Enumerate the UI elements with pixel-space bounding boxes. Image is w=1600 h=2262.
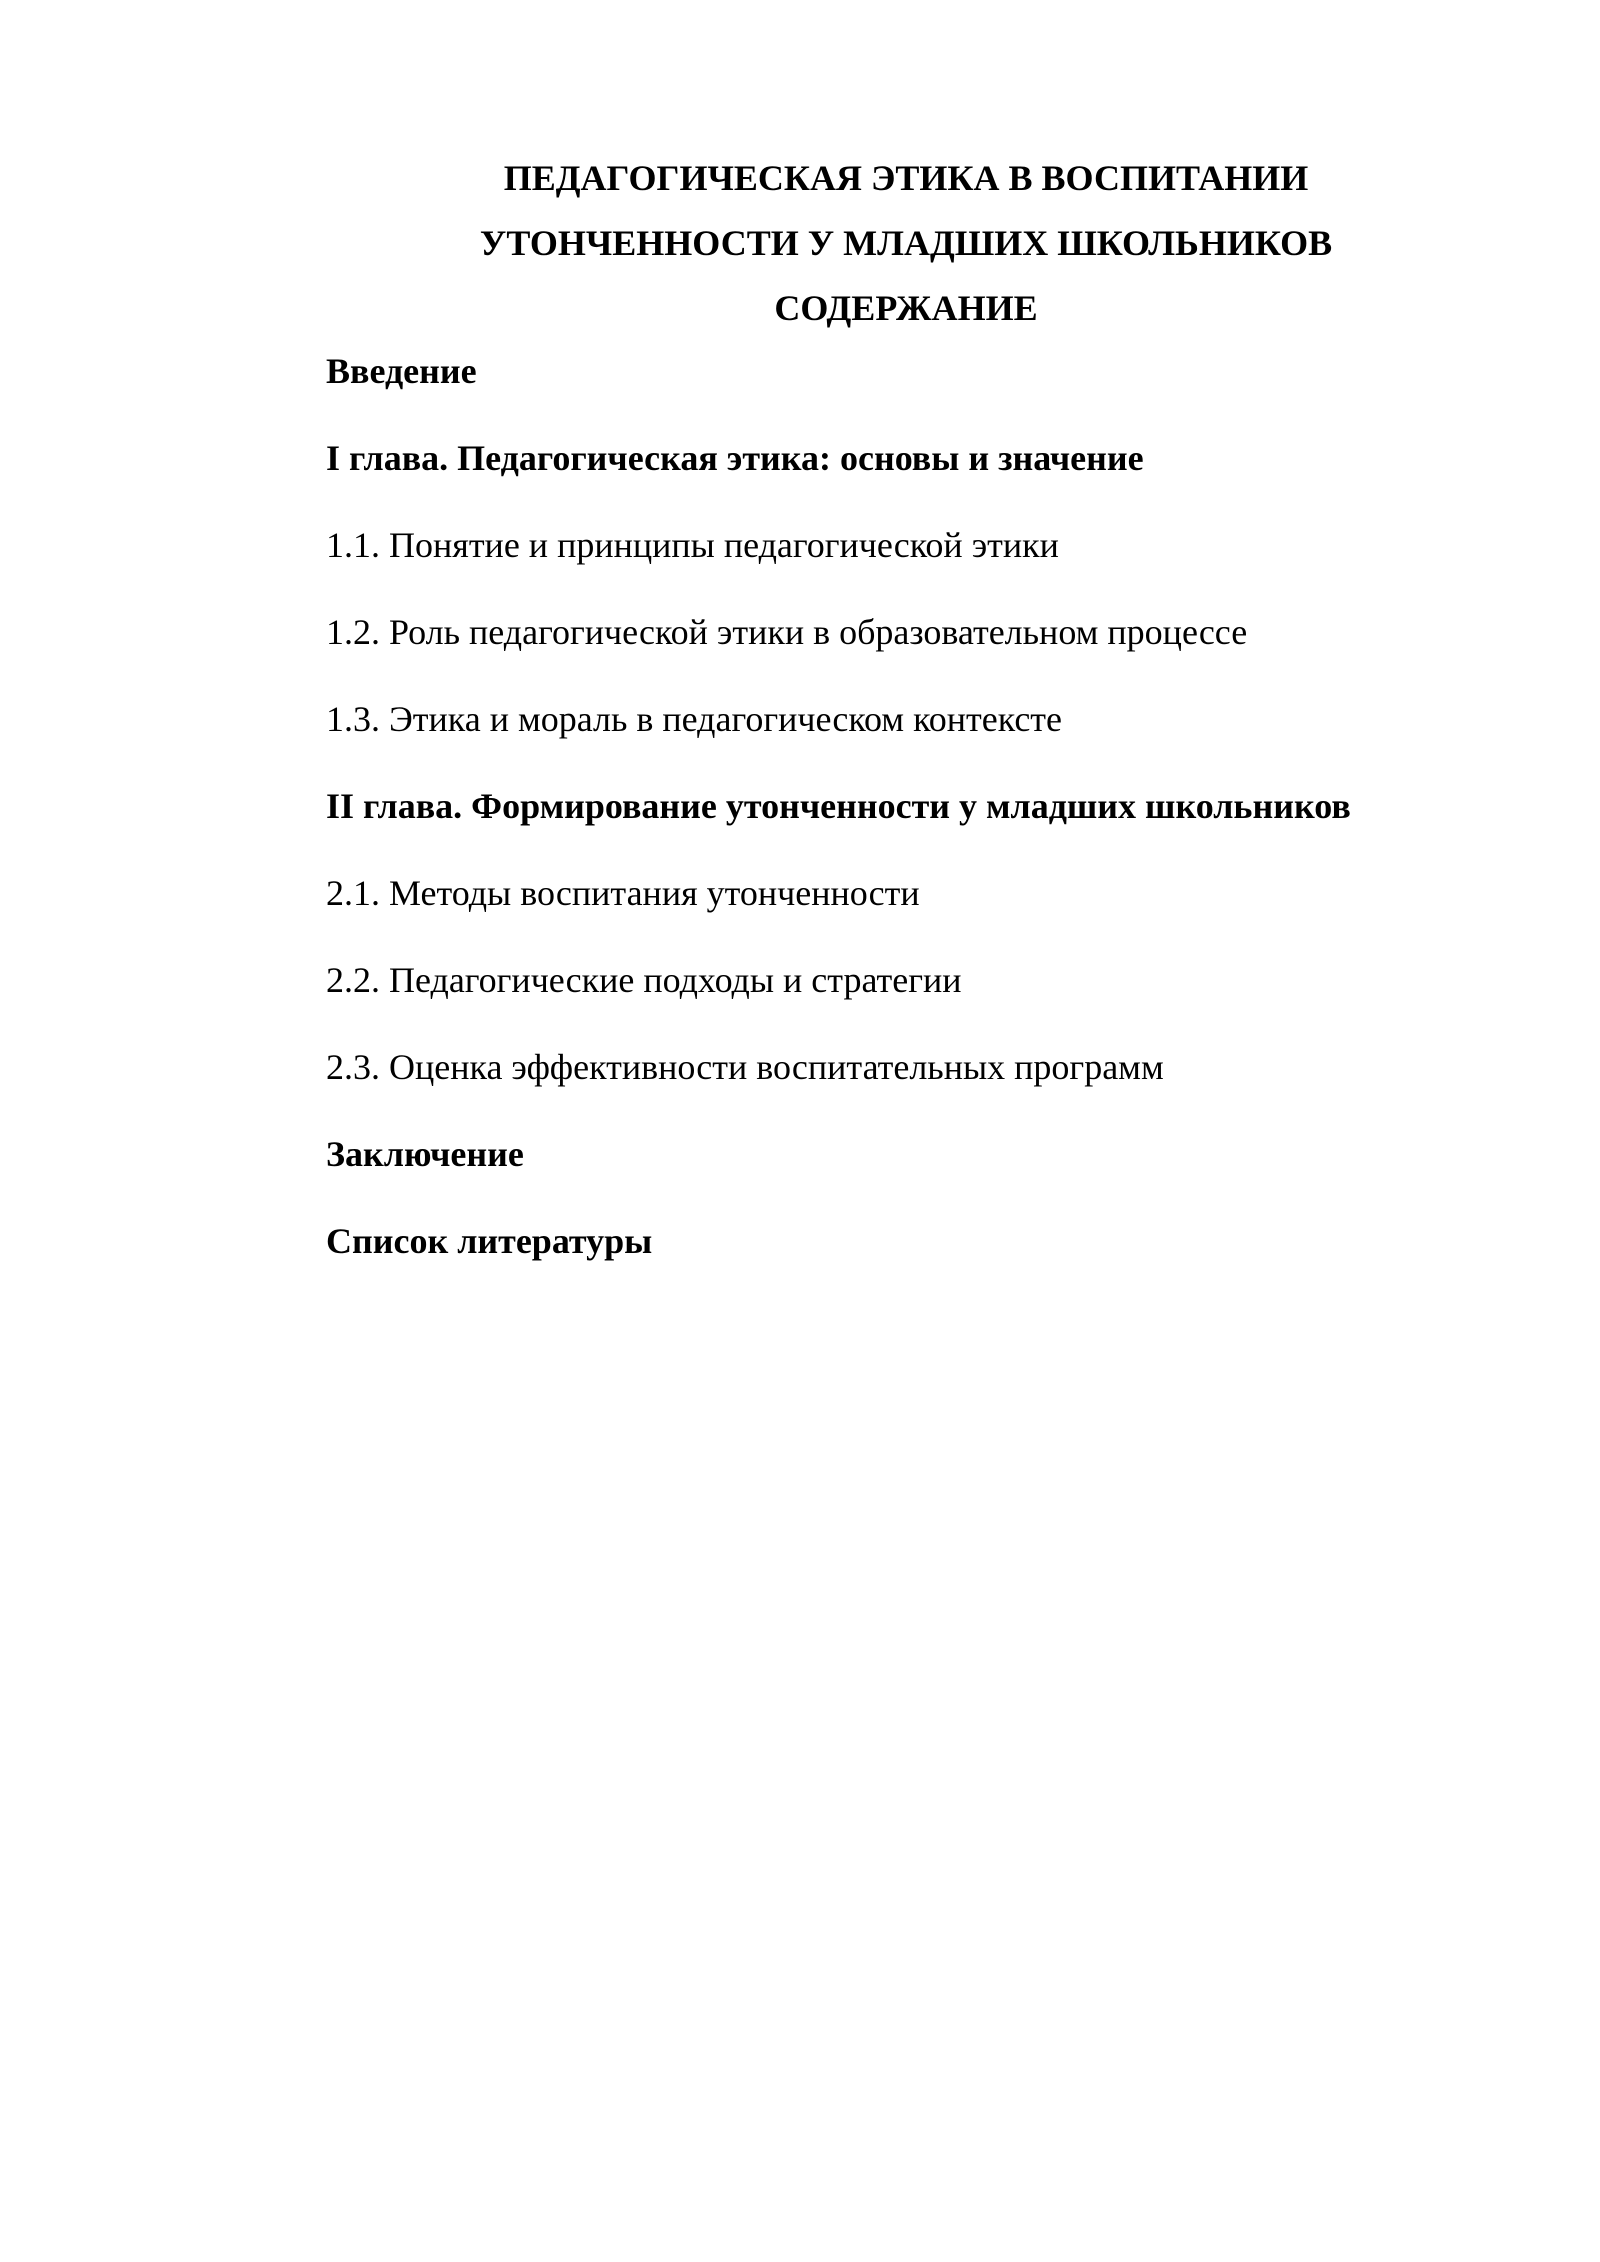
toc-item-2-1: 2.1. Методы воспитания утонченности [326,873,920,913]
toc-item-2-3: 2.3. Оценка эффективности воспитательных программ [326,1047,1164,1087]
toc-item-chapter-2: II глава. Формирование утонченности у младших школьников [326,786,1351,826]
toc-item-2-2: 2.2. Педагогические подходы и стратегии [326,960,962,1000]
table-of-contents [326,345,1526,1302]
toc-item-1-3: 1.3. Этика и мораль в педагогическом контексте [326,699,1063,739]
toc-item-chapter-1: I глава. Педагогическая этика: основы и значение [326,438,1144,478]
toc-item-1-2: 1.2. Роль педагогической этики в образовательном процессе [326,612,1248,652]
title-line-2: УТОНЧЕННОСТИ У МЛАДШИХ ШКОЛЬНИКОВ [479,223,1333,263]
title-line-1: ПЕДАГОГИЧЕСКАЯ ЭТИКА В ВОСПИТАНИИ [503,158,1309,198]
contents-heading: СОДЕРЖАНИЕ [774,288,1038,328]
toc-item-1-1: 1.1. Понятие и принципы педагогической этики [326,525,1059,565]
toc-item-introduction: Введение [326,351,477,391]
toc-item-references: Список литературы [326,1221,653,1261]
document-title [326,146,1486,341]
toc-item-conclusion: Заключение [326,1134,524,1174]
